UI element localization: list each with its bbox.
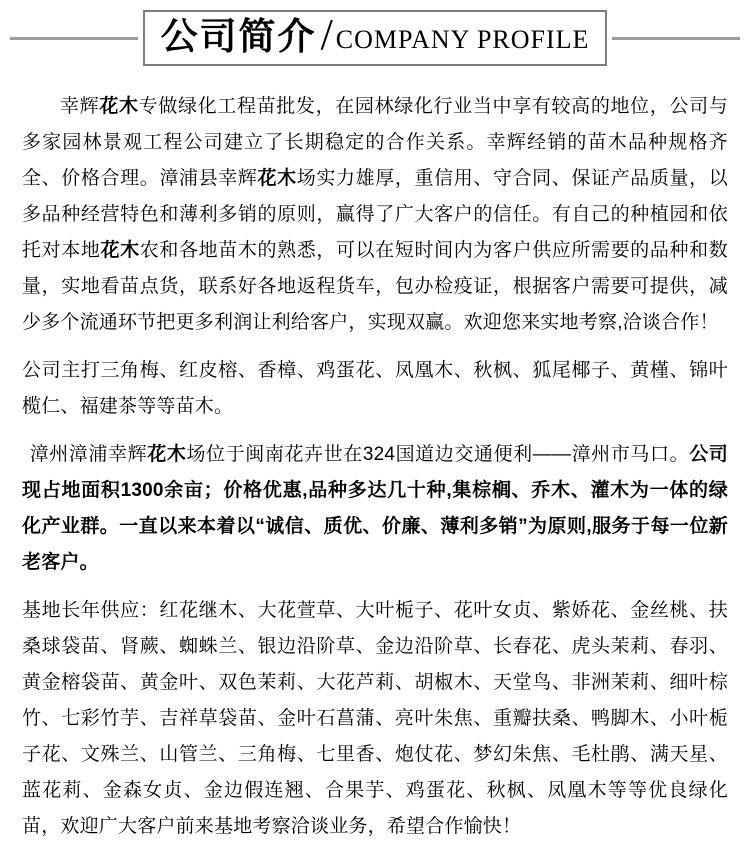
paragraph-location: 漳州漳浦幸辉花木场位于闽南花卉世在324国道边交通便利——漳州市马口。公司现占地面积1300余亩；价格优惠,品种多达几十种,集棕榈、乔木、灌木为一体的绿化产业群。一直以来本着以“诚信、质优、价廉、薄利多销”为原则,服务于每一位新老客户。 <box>22 444 729 574</box>
title-box <box>143 10 608 66</box>
paragraph-supply-list: 基地长年供应：红花继木、大花萱草、大叶栀子、花叶女贞、紫娇花、金丝桃、扶桑球袋苗、肾蕨、蜘蛛兰、银边沿阶草、金边沿阶草、长春花、虎头茉莉、春羽、黄金榕袋苗、黄金叶、双色茉莉、大花芦莉、胡椒木、天堂鸟、非洲茉莉、细叶棕竹、七彩竹芋、吉祥草袋苗、金叶石菖蒲、亮叶朱焦、重瓣扶桑、鸭脚木、小叶栀子花、文殊兰、山管兰、三角梅、七里香、炮仗花、梦幻朱焦、毛杜鹃、满天星、蓝花莉、金森女贞、金边假连翘、合果芋、鸡蛋花、秋枫、凤凰木等等优良绿化苗，欢迎广大客户前来基地考察洽谈业务，希望合作愉快！ <box>22 600 728 838</box>
header-rule-right <box>612 37 740 40</box>
paragraph-intro: 幸辉花木专做绿化工程苗批发，在园林绿化行业当中享有较高的地位，公司与多家园林景观工程公司建立了长期稳定的合作关系。幸辉经销的苗木品种规格齐全、价格合理。漳浦县幸辉花木场实力雄厚，重信用、守合同、保证产品质量，以多品种经营特色和薄利多销的原则，赢得了广大客户的信任。有自己的种植园和依托对本地花木农和各地苗木的熟悉，可以在短时间内为客户供应所需要的品种和数量，实地看苗点货，联系好各地返程货车，包办检疫证，根据客户需要可提供，减少多个流通环节把更多利润让利给客户，实现双赢。欢迎您来实地考察,洽谈合作！ <box>22 96 728 334</box>
title-chinese: 公司简介 <box>160 16 317 57</box>
section-header <box>0 0 750 66</box>
title-english: COMPANY PROFILE <box>335 25 590 55</box>
paragraph-main-products: 公司主打三角梅、红皮榕、香樟、鸡蛋花、凤凰木、秋枫、狐尾椰子、黄槿、锦叶榄仁、福建茶等等苗木。 <box>22 360 728 418</box>
profile-content <box>0 66 750 845</box>
header-rule-left <box>10 37 138 40</box>
title-slash: / <box>320 10 333 60</box>
